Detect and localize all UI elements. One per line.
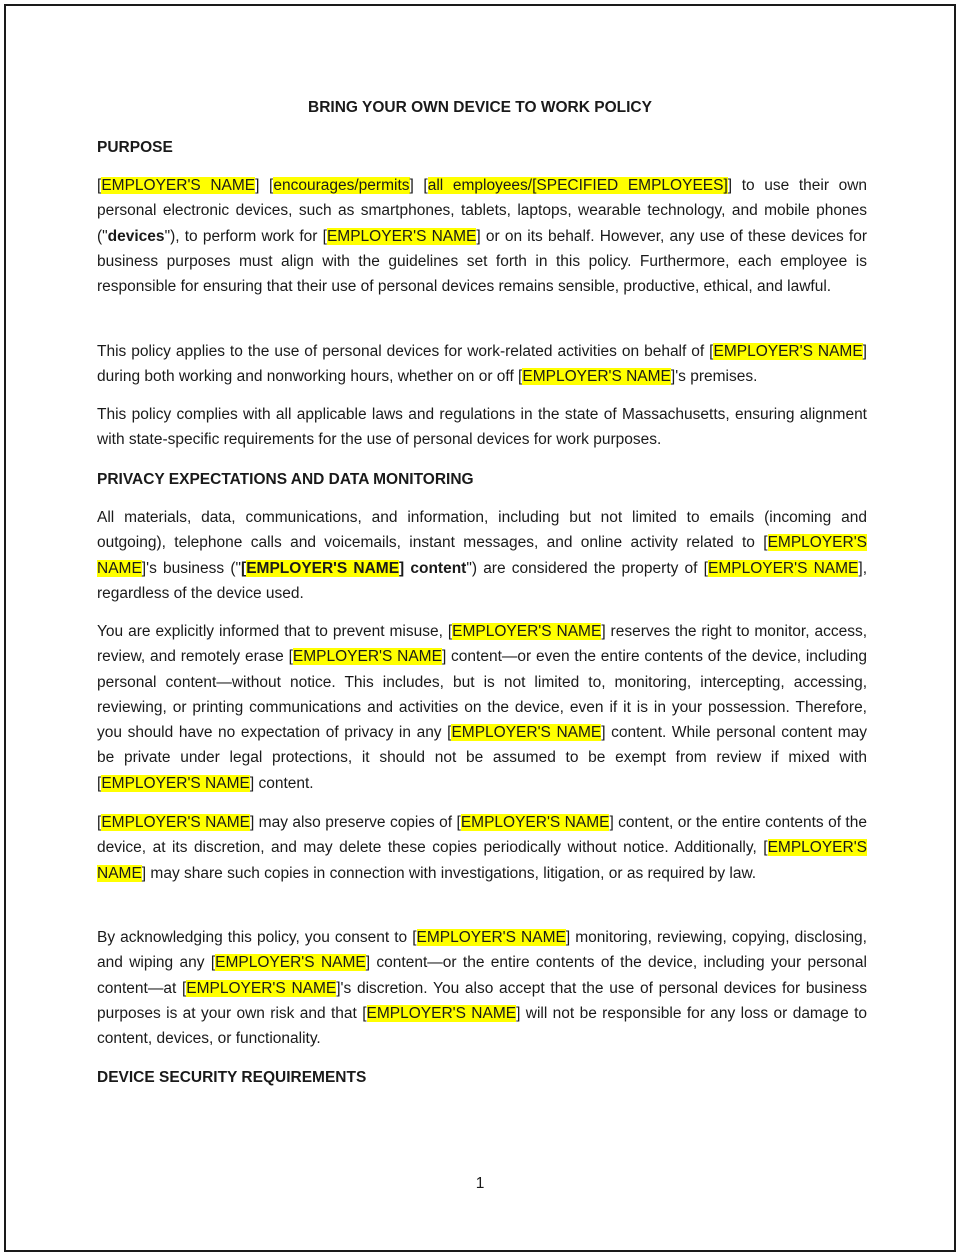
section-heading-device-security: DEVICE SECURITY REQUIREMENTS [97,1069,367,1086]
text-run: ] content [399,559,467,577]
text-run: You are explicitly informed that to prevent misuse, [ [97,623,453,640]
placeholder-highlight: EMPLOYER'S NAME [707,559,859,577]
text-run: This policy complies with all applicable laws and regulations in the state of Massachusetts, ensuring alignment with state-specific requirements for the use of personal devices for work purposes. [97,406,867,449]
placeholder-highlight: EMPLOYER'S NAME [101,814,250,831]
text-run: ] to use their own personal electronic devices, such as smartphones, tablets, laptops, wearable technology, and mobile phones (" [97,177,868,245]
text-run: ] during both working and nonworking hours, whether on or off [ [97,343,867,386]
placeholder-highlight: EMPLOYER'S NAME [101,774,250,792]
text-run: [ [97,177,102,194]
text-run: ] may also preserve copies of [ [249,814,461,831]
text-run: ] [ [255,177,274,194]
privacy-paragraph-2 [97,619,867,796]
placeholder-highlight: EMPLOYER'S NAME [215,954,366,972]
privacy-paragraph-3 [97,810,867,886]
placeholder-highlight: EMPLOYER'S NAME [186,979,337,997]
placeholder-highlight: all employees/[SPECIFIED EMPLOYEES] [427,177,728,194]
placeholder-highlight: EMPLOYER'S NAME [460,814,610,831]
purpose-paragraph-1 [97,173,867,299]
section-heading-privacy: PRIVACY EXPECTATIONS AND DATA MONITORING [97,471,474,488]
text-run: ] may share such copies in connection with investigations, litigation, or as required by law. [141,864,757,882]
text-run: ] monitoring, reviewing, copying, disclosing, and wiping any [ [97,929,867,972]
text-run: ] reserves the right to monitor, access, review, and remotely erase [ [97,623,868,666]
text-run: ] content. While personal content may be private under legal protections, it should not be assumed to be exempt from review if mixed with [ [97,724,867,792]
text-run: ]'s discretion. You also accept that the use of personal devices for business purposes is at your own risk and that [ [97,979,867,1022]
purpose-paragraph-2 [97,339,867,390]
text-run: ], regardless of the device used. [97,559,868,602]
text-run: ") are considered the property of [ [466,559,708,577]
text-run: [ [241,559,247,577]
placeholder-highlight: encourages/permits [273,177,410,194]
placeholder-highlight: EMPLOYER'S NAME [246,559,400,577]
text-run: ] or on its behalf. However, any use of these devices for business purposes must align with the guidelines set forth in this policy. Furthermore, each employee is responsible for ensuring that their use of personal devices remains sensible, productive, ethical, and lawful. [97,227,867,296]
text-run: [ [97,814,102,831]
document-title: BRING YOUR OWN DEVICE TO WORK POLICY [308,99,652,116]
text-run: ]'s business (" [141,559,242,577]
placeholder-highlight: EMPLOYER'S NAME [97,839,867,882]
privacy-paragraph-4 [97,925,867,1051]
text-run: ] [ [409,177,428,194]
placeholder-highlight: EMPLOYER'S NAME [522,368,671,386]
placeholder-highlight: EMPLOYER'S NAME [713,343,863,360]
text-run: By acknowledging this policy, you consent to [ [97,929,417,946]
placeholder-highlight: EMPLOYER'S NAME [366,1004,517,1022]
text-run: ] will not be responsible for any loss or damage to content, devices, or functionality. [97,1004,867,1048]
text-run: ] content—or even the entire contents of the device, including personal content—without notice. This includes, but is not limited to, monitoring, intercepting, accessing, reviewing, or printing communications and activities on the device, even if it is in your possession. Therefore, you should have no expectation of privacy in any [ [97,648,868,742]
text-run: All materials, data, communications, and information, including but not limited to emails (incoming and outgoing), telephone calls and voicemails, instant messages, and online activity related to [ [97,509,867,552]
purpose-paragraph-3 [97,402,867,453]
placeholder-highlight: EMPLOYER'S NAME [452,623,602,640]
text-run: devices [107,227,165,245]
text-run: This policy applies to the use of personal devices for work-related activities on behalf of [ [97,343,714,360]
section-heading-purpose: PURPOSE [97,139,173,156]
placeholder-highlight: EMPLOYER'S NAME [97,534,867,577]
placeholder-highlight: EMPLOYER'S NAME [326,227,477,245]
placeholder-highlight: EMPLOYER'S NAME [101,177,256,194]
text-run: ] content, or the entire contents of the device, at its discretion, and may delete these copies periodically without notice. Additionally, [ [97,814,867,857]
privacy-paragraph-1 [97,505,867,606]
text-run: ]'s premises. [670,368,758,386]
placeholder-highlight: EMPLOYER'S NAME [451,724,602,742]
text-run: "), to perform work for [ [164,227,327,245]
placeholder-highlight: EMPLOYER'S NAME [416,929,566,946]
text-run: ] content. [249,774,314,792]
page-number: 1 [475,1175,485,1192]
document-page [4,4,956,1252]
placeholder-highlight: EMPLOYER'S NAME [292,648,442,666]
text-run: ] content—or the entire contents of the device, including your personal content—at [ [97,954,867,997]
